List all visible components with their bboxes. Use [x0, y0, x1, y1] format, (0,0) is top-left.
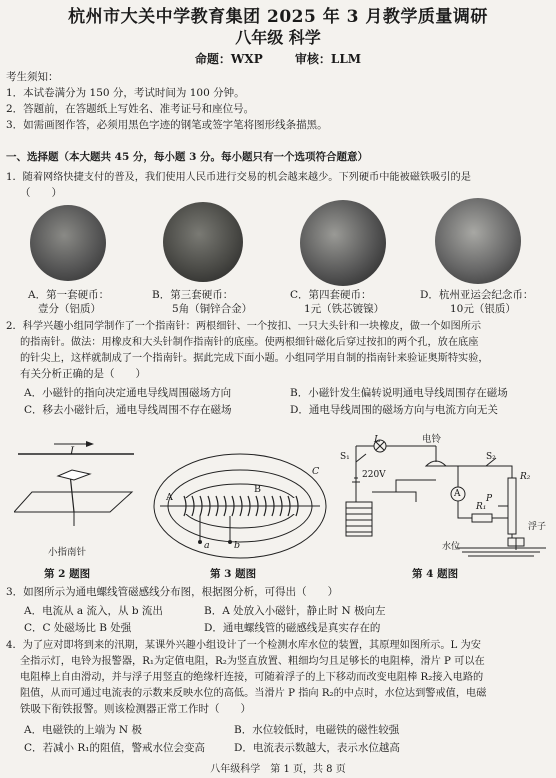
q2-option-b[interactable]: B．小磁针发生偏转说明通电导线周围存在磁场: [290, 387, 508, 399]
reviewer-label: 审核：LLM: [294, 52, 362, 66]
option-sub: 10元（银质）: [450, 303, 516, 315]
q1-stem: 1．随着网络快捷支付的普及，我们使用人民币进行交易的机会越来越少。下列硬币中能被磁铁吸引的是: [6, 172, 471, 183]
fig2-current-label: I: [70, 445, 75, 457]
exam-subtitle: 八年级 科学: [235, 28, 321, 47]
q3-option-c[interactable]: C．C 处磁场比 B 处强: [24, 622, 132, 634]
fig4-label-voltage: 220V: [362, 470, 386, 480]
fig4-label-float: 浮子: [528, 522, 547, 532]
fig2-compass-label: 小指南针: [48, 547, 87, 558]
fig4-label-r2: R₂: [520, 472, 531, 482]
q4-option-a[interactable]: A．电磁铁的上端为 N 极: [24, 724, 142, 736]
q1-option-d[interactable]: [420, 288, 533, 316]
switch-s1: [356, 454, 366, 462]
notice-item: 3．如需画图作答，必须用黑色字迹的钢笔或签字笔将图形线条描黑。: [6, 119, 328, 131]
notice-item: 2．答题前，在答题纸上写姓名、准考证号和座位号。: [6, 103, 255, 115]
wire-contact: [396, 480, 436, 492]
q1-option-a[interactable]: [28, 288, 109, 316]
terminal-b: [228, 540, 232, 544]
notice-item: 1．本试卷满分为 150 分，考试时间为 100 分钟。: [6, 87, 245, 99]
author-label: 命题：WXP: [194, 52, 263, 66]
fig4-label-bell: 电铃: [422, 434, 442, 445]
water-lines: [462, 552, 540, 556]
fig2-caption: 第 2 题图: [44, 568, 91, 580]
fig3-label-b: b: [234, 540, 241, 551]
q2-option-c[interactable]: C．移去小磁针后，通电导线周围不存在磁场: [24, 404, 232, 416]
resistor-r2: [508, 478, 516, 534]
option-label: D．杭州亚运会纪念币：: [420, 289, 534, 301]
coin-iron-nickel: [300, 200, 386, 286]
q2-stem: 2．科学兴趣小组同学制作了一个指南针：两根细针、一个按扣、一只大头针和一块橡皮，做一个如图所示: [6, 321, 482, 332]
fig3-label-a-upper: A: [166, 492, 173, 503]
fig3-label-a: a: [204, 540, 210, 551]
option-label: B．第三套硬币：: [152, 289, 234, 301]
q4-stem: 电阻棒上自由滑动，并与浮子用竖直的绝缘杆连接，可随着浮子的上下移动而改变电阻棒 R₂接入电路的: [20, 672, 484, 683]
fig3-label-b-upper: B: [254, 484, 261, 495]
coin-copper-zinc: [163, 202, 243, 282]
q3-option-a[interactable]: A．电流从 a 流入，从 b 流出: [24, 605, 163, 617]
option-label: A．第一套硬币：: [28, 289, 110, 301]
armature: [372, 492, 416, 502]
q2-option-d[interactable]: D．通电导线周围的磁场方向与电流方向无关: [290, 404, 498, 416]
coin-aluminum: [30, 205, 106, 281]
q3-stem: 3．如图所示为通电螺线管磁感线分布图，根据图分析，可得出（ ）: [6, 586, 339, 598]
fig4-label-ammeter: A: [454, 489, 461, 499]
q4-stem: 阻值，从而可通过电流表的示数来反映水位的高低。当滑片 P 指向 R₂的中点时，水位达到警戒值，电磁: [20, 688, 487, 699]
q1-option-c[interactable]: [290, 288, 384, 316]
q4-stem: 全指示灯，电铃为报警器，R₁为定值电阻，R₂为竖直放置、粗细均匀且足够长的电阻棒，滑片 P 可以在: [20, 656, 485, 667]
q2-option-a[interactable]: A．小磁针的指向决定通电导线周围磁场方向: [24, 387, 232, 399]
fig4-label-r1: R₁: [476, 502, 487, 512]
terminal-a: [198, 540, 202, 544]
fig4-caption: 第 4 题图: [412, 568, 459, 580]
q1-option-b[interactable]: [152, 288, 252, 316]
q4-option-c[interactable]: C．若减小 R₁的阻值，警戒水位会变高: [24, 742, 205, 754]
option-label: C．第四套硬币：: [290, 289, 372, 301]
electromagnet-coil: [346, 508, 372, 532]
option-sub: 1元（铁芯镀镍）: [304, 303, 385, 315]
q4-stem: 4．为了应对即将到来的汛期，某课外兴趣小组设计了一个检测水库水位的装置，其原理如图所示。L 为安: [6, 640, 481, 651]
section-heading: 一、选择题（本大题共 45 分，每小题 3 分。每小题只有一个选项符合题意）: [6, 151, 369, 163]
fig3-label-c: C: [312, 466, 320, 477]
coin-silver: [435, 198, 521, 284]
page-footer: 八年级科学 第 1 页，共 8 页: [210, 764, 346, 775]
q1-stem: （ ）: [20, 187, 62, 199]
notice-heading: 考生须知：: [6, 71, 59, 83]
fig4-label-p: P: [486, 494, 493, 504]
q2-stem: 有关分析正确的是（ ）: [20, 368, 146, 380]
fig4-label-s2: S₂: [486, 452, 496, 462]
fig4-label-s1: S₁: [340, 452, 350, 462]
current-arrow-head: [86, 441, 94, 447]
q4-option-b[interactable]: B．水位较低时，电磁铁的磁性较强: [234, 724, 400, 736]
exam-title: 杭州市大关中学教育集团 2025 年 3 月教学质量调研: [68, 7, 488, 27]
option-sub: 壹分（铝质）: [38, 303, 101, 315]
q2-stem: 的指南针。做法：用橡皮和大头针制作指南针的底座。使两根细针磁化后穿过按扣的两个孔，放在底座: [20, 337, 479, 348]
compass-needle: [58, 470, 90, 480]
q3-option-b[interactable]: B．A 处放入小磁针，静止时 N 极向左: [204, 605, 386, 617]
fig4-label-water: 水位: [442, 542, 461, 552]
fig3-caption: 第 3 题图: [210, 568, 257, 580]
wire-right-top: [446, 466, 512, 478]
fig4-label-l: L: [374, 434, 381, 445]
q4-option-d[interactable]: D．电流表示数越大，表示水位越高: [234, 742, 400, 754]
option-sub: 5角（铜锌合金）: [172, 303, 253, 315]
electromagnet-core: [346, 502, 372, 536]
q4-stem: 铁吸下衔铁报警。则该检测器正常工作时（ ）: [20, 703, 251, 715]
resistor-r1: [472, 514, 492, 522]
exam-meta: [0, 50, 556, 67]
fig2-diagram: [14, 430, 144, 560]
q3-option-d[interactable]: D．通电螺线管的磁感线是真实存在的: [204, 622, 381, 634]
q2-stem: 的针尖上，这样就制成了一个指南针。据此完成下面小题。小组同学用自制的指南针来验证奥斯特实验，: [20, 353, 489, 364]
